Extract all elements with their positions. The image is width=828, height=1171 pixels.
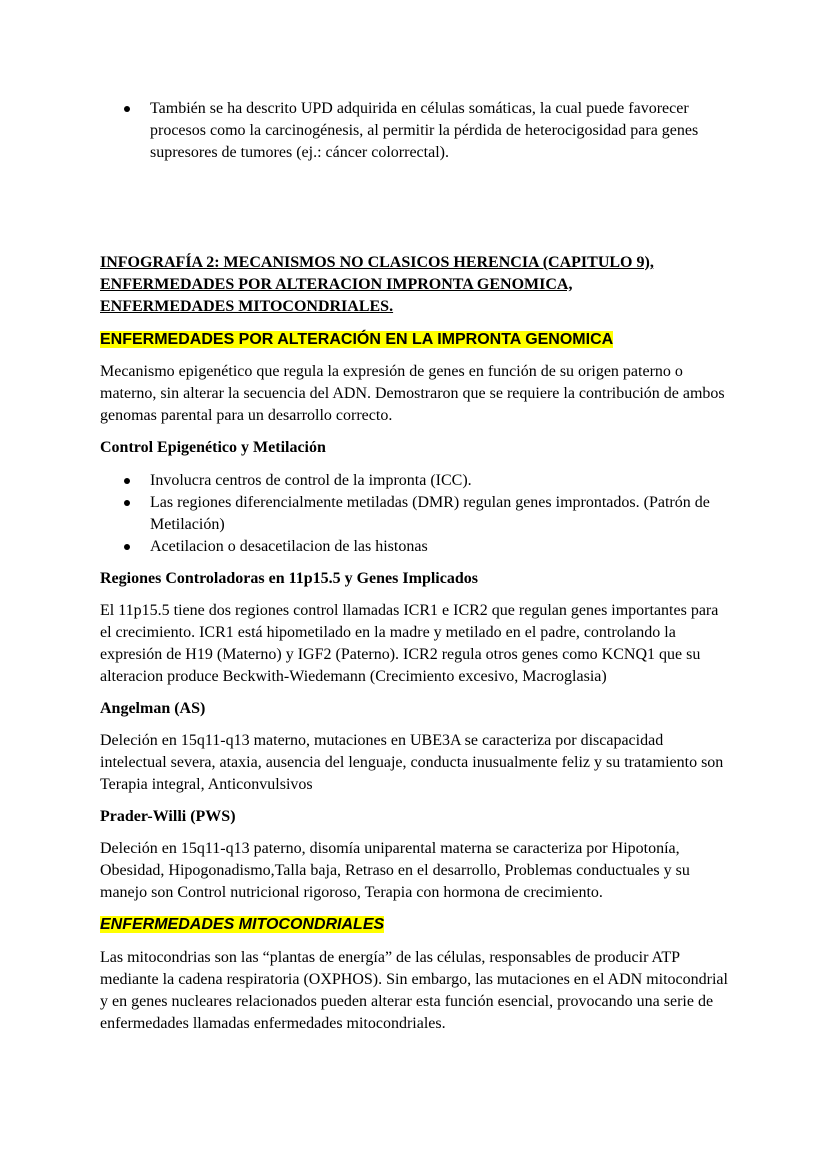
list-item (100, 470, 732, 492)
document-content (100, 98, 732, 1035)
bullet-icon (124, 544, 130, 550)
regions-heading: Regiones Controladoras en 11p15.5 y Genes Implicados (100, 570, 478, 587)
list-item (100, 492, 732, 536)
mitochondrial-text: Las mitocondrias son las “plantas de energía” de las células, responsables de producir ATP mediante la cadena respiratoria (OXPHOS). Sin embargo, las mutaciones en el ADN mitocondrial y en genes nucleares relacionados pueden alterar esta función esencial, provocando una serie de enfermedades llamadas enfermedades mitocondriales. (100, 949, 728, 1032)
angelman-heading: Angelman (AS) (100, 700, 206, 717)
bullet-icon (124, 478, 130, 484)
upd-bullet-list (100, 98, 732, 164)
angelman-text: Deleción en 15q11-q13 materno, mutaciones en UBE3A se caracteriza por discapacidad intelectual severa, ataxia, ausencia del lenguaje, conducta inusualmente feliz y su tratamiento son Terapia integral, Anticonvulsivos (100, 732, 724, 793)
list-item (100, 536, 732, 558)
prader-willi-heading: Prader-Willi (PWS) (100, 808, 236, 825)
bullet-text: Acetilacion o desacetilacion de las histonas (150, 538, 428, 555)
list-item (100, 98, 732, 164)
regions-text: El 11p15.5 tiene dos regiones control llamadas ICR1 e ICR2 que regulan genes importantes para el crecimiento. ICR1 está hipometilado en la madre y metilado en el padre, controlando la expresión de H19 (Materno) y IGF2 (Paterno). ICR2 regula otros genes como KCNQ1 que su alteracion produce Beckwith-Wiedemann (Crecimiento excesivo, Macroglasia) (100, 602, 719, 685)
title-line-2: ENFERMEDADES POR ALTERACION IMPRONTA GENOMICA, (100, 276, 573, 293)
bullet-text: También se ha descrito UPD adquirida en células somáticas, la cual puede favorecer procesos como la carcinogénesis, al permitir la pérdida de heterocigosidad para genes supresores de tumores (ej.: cáncer colorrectal). (150, 100, 699, 161)
bullet-icon (124, 106, 130, 112)
infographic-title (100, 252, 732, 318)
imprinting-intro: Mecanismo epigenético que regula la expresión de genes en función de su origen paterno o materno, sin alterar la secuencia del ADN. Demostraron que se requiere la contribución de ambos genomas parental para un desarrollo correcto. (100, 363, 725, 424)
bullet-icon (124, 500, 130, 506)
bullet-text: Involucra centros de control de la impronta (ICC). (150, 472, 472, 489)
control-bullet-list (100, 470, 732, 558)
section-imprinting-heading-wrap (100, 329, 732, 351)
section-mito-heading-wrap (100, 914, 732, 936)
title-line-3: ENFERMEDADES MITOCONDRIALES. (100, 298, 394, 315)
section-mitochondrial-heading: ENFERMEDADES MITOCONDRIALES (100, 916, 385, 933)
prader-willi-text: Deleción en 15q11-q13 paterno, disomía uniparental materna se caracteriza por Hipotonía, Obesidad, Hipogonadismo,Talla baja, Retraso en el desarrollo, Problemas conductuales y su manejo son Control nutricional rigoroso, Terapia con hormona de crecimiento. (100, 840, 690, 901)
title-line-1: INFOGRAFÍA 2: MECANISMOS NO CLASICOS HERENCIA (CAPITULO 9), (100, 254, 654, 271)
bullet-text: Las regiones diferencialmente metiladas (DMR) regulan genes improntados. (Patrón de Metilación) (150, 494, 710, 533)
section-imprinting-heading: ENFERMEDADES POR ALTERACIÓN EN LA IMPRONTA GENOMICA (100, 331, 614, 348)
control-heading: Control Epigenético y Metilación (100, 439, 326, 456)
